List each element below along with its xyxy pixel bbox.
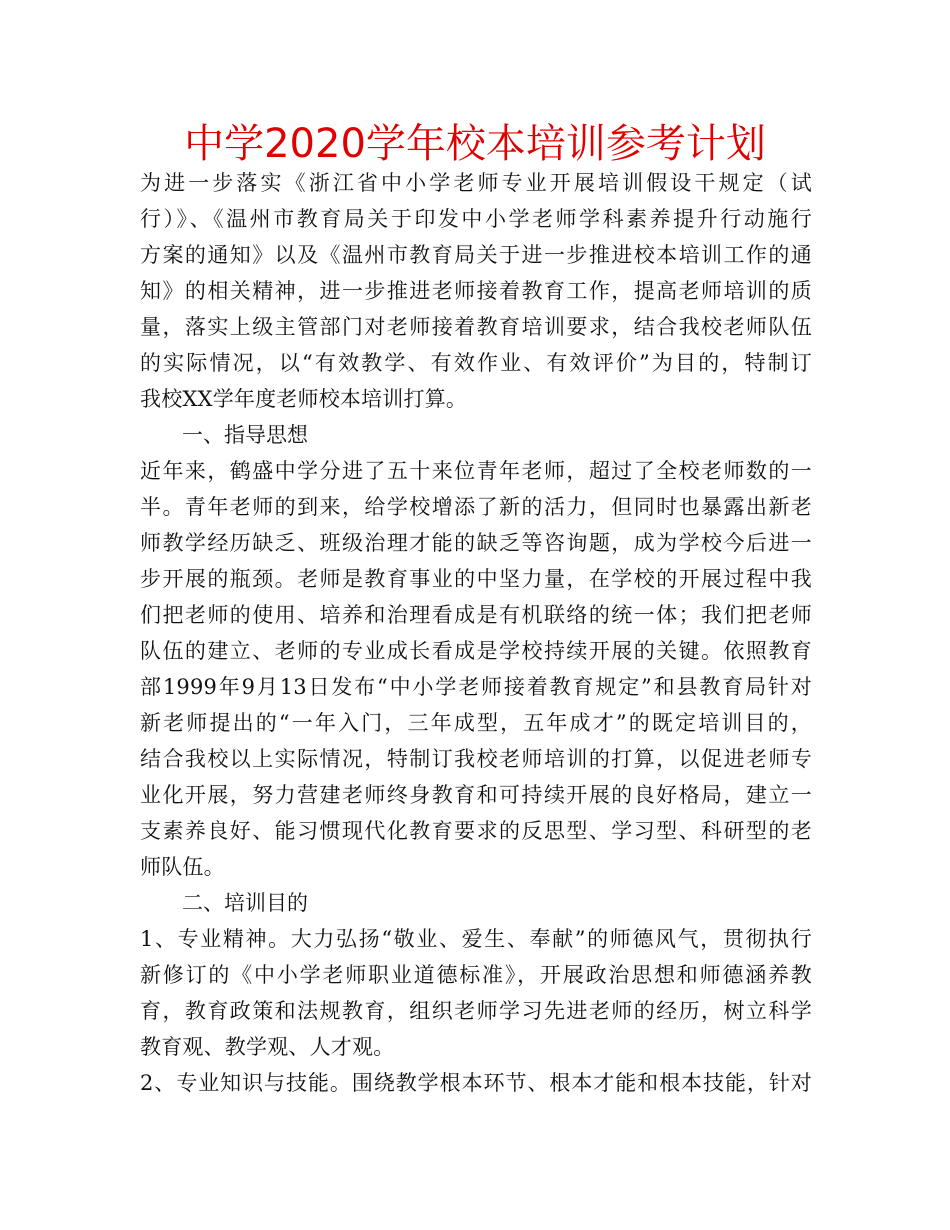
section1-line: 师教学经历缺乏、班级治理才能的缺乏等咨询题，成为学校今后进一 bbox=[140, 531, 812, 555]
intro-line: 方案的通知》以及《温州市教育局关于进一步推进校本培训工作的通 bbox=[140, 243, 812, 267]
document-body bbox=[140, 165, 812, 1101]
section1-line: 结合我校以上实际情况，特制订我校老师培训的打算，以促进老师专 bbox=[140, 747, 812, 771]
section2-line: 1、专业精神。大力弘扬“敬业、爱生、奉献”的师德风气，贯彻执行 bbox=[140, 927, 812, 951]
section-heading-training-goals: 二、培训目的 bbox=[182, 891, 308, 915]
section1-line: 们把老师的使用、培养和治理看成是有机联络的统一体；我们把老师 bbox=[140, 603, 812, 627]
document-title: 中学2020学年校本培训参考计划 bbox=[184, 121, 766, 167]
intro-line: 知》的相关精神，进一步推进老师接着教育工作，提高老师培训的质 bbox=[140, 279, 812, 303]
section-heading-guiding-ideology: 一、指导思想 bbox=[182, 423, 308, 447]
section1-line: 队伍的建立、老师的专业成长看成是学校持续开展的关键。依照教育 bbox=[140, 639, 812, 663]
intro-line: 量，落实上级主管部门对老师接着教育培训要求，结合我校老师队伍 bbox=[140, 315, 812, 339]
section2-line: 育，教育政策和法规教育，组织老师学习先进老师的经历，树立科学 bbox=[140, 999, 812, 1023]
section2-line: 新修订的《中小学老师职业道德标准》，开展政治思想和师德涵养教 bbox=[140, 963, 812, 987]
section1-line: 业化开展，努力营建老师终身教育和可持续开展的良好格局，建立一 bbox=[140, 783, 812, 807]
intro-line: 行）》、《温州市教育局关于印发中小学老师学科素养提升行动施行 bbox=[140, 207, 812, 231]
section1-line: 新老师提出的“一年入门，三年成型，五年成才”的既定培训目的， bbox=[140, 711, 812, 735]
section2-line: 教育观、教学观、人才观。 bbox=[140, 1035, 395, 1059]
intro-line: 为进一步落实《浙江省中小学老师专业开展培训假设干规定（试 bbox=[140, 171, 812, 195]
section1-line: 师队伍。 bbox=[140, 855, 225, 879]
section1-line: 半。青年老师的到来，给学校增添了新的活力，但同时也暴露出新老 bbox=[140, 495, 812, 519]
section1-line: 步开展的瓶颈。老师是教育事业的中坚力量，在学校的开展过程中我 bbox=[140, 567, 812, 591]
section1-line: 部1999年9月13日发布“中小学老师接着教育规定”和县教育局针对 bbox=[140, 675, 812, 699]
section1-line: 近年来，鹤盛中学分进了五十来位青年老师，超过了全校老师数的一 bbox=[140, 459, 812, 483]
intro-line: 我校XX学年度老师校本培训打算。 bbox=[140, 387, 468, 411]
intro-line: 的实际情况，以“有效教学、有效作业、有效评价”为目的，特制订 bbox=[140, 351, 812, 375]
section2-line: 2、专业知识与技能。围绕教学根本环节、根本才能和根本技能，针对 bbox=[140, 1071, 812, 1095]
section1-line: 支素养良好、能习惯现代化教育要求的反思型、学习型、科研型的老 bbox=[140, 819, 812, 843]
